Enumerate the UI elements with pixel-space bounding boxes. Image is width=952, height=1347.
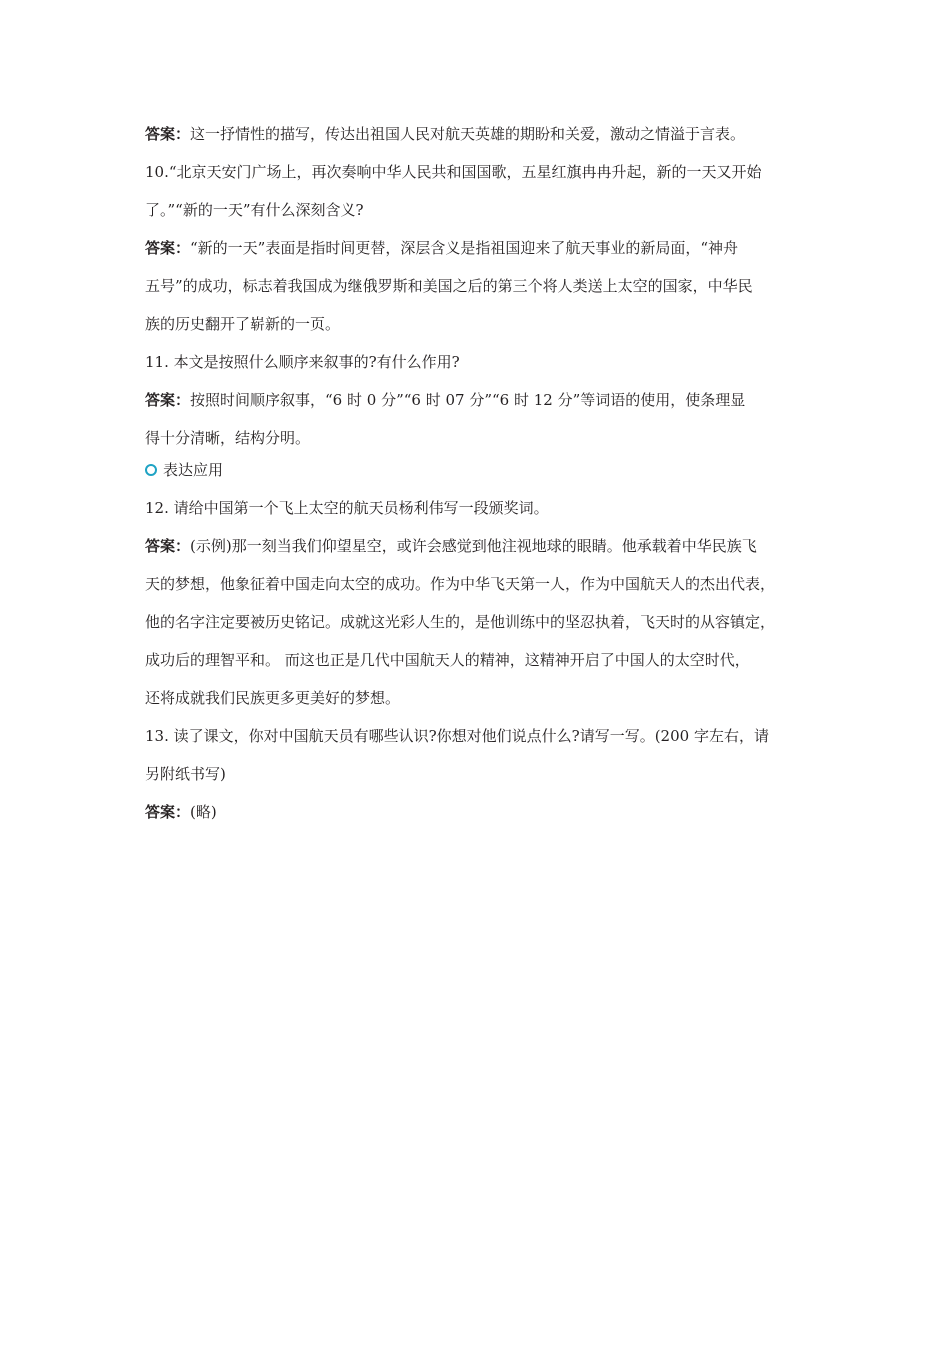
question-11: [145, 347, 817, 377]
answer-10-line-1: “新的一天”表面是指时间更替，深层含义是指祖国迎来了航天事业的新局面，“神舟: [190, 239, 739, 257]
answer-10: [145, 233, 817, 339]
question-13: [145, 721, 817, 789]
question-11-line-1: 11. 本文是按照什么顺序来叙事的?有什么作用?: [145, 353, 460, 371]
question-12-line-1: 12. 请给中国第一个飞上太空的航天员杨利伟写一段颁奖词。: [145, 499, 549, 517]
answer-label: 答案：: [145, 391, 191, 409]
answer-11-line-2: 得十分清晰，结构分明。: [145, 429, 311, 447]
answer-9: [145, 119, 817, 149]
answer-10-line-3: 族的历史翻开了崭新的一页。: [145, 315, 341, 333]
question-12: [145, 493, 817, 523]
answer-13-line-1: (略): [190, 803, 217, 821]
answer-12-line-2: 天的梦想，他象征着中国走向太空的成功。作为中华飞天第一人，作为中国航天人的杰出代表，: [145, 575, 776, 593]
question-10-line-2: 了。”“新的一天”有什么深刻含义?: [145, 201, 364, 219]
answer-11-line-1: 按照时间顺序叙事，“6 时 0 分”“6 时 07 分”“6 时 12 分”等词语的使用，使条理显: [190, 391, 746, 409]
answer-9-line-1: 这一抒情性的描写，传达出祖国人民对航天英雄的期盼和关爱，激动之情溢于言表。: [190, 125, 746, 143]
answer-11: [145, 385, 817, 453]
answer-12-line-4: 成功后的理智平和。 而这也正是几代中国航天人的精神，这精神开启了中国人的太空时代，: [145, 651, 750, 669]
question-10: [145, 157, 817, 225]
answer-12-line-5: 还将成就我们民族更多更美好的梦想。: [145, 689, 401, 707]
answer-12: [145, 531, 817, 713]
section-heading: [145, 455, 817, 485]
answer-13: [145, 797, 817, 827]
question-10-line-1: 10.“北京天安门广场上，再次奏响中华人民共和国国歌，五星红旗冉冉升起，新的一天又开始: [145, 163, 762, 181]
answer-12-line-3: 他的名字注定要被历史铭记。成就这光彩人生的，是他训练中的坚忍执着，飞天时的从容镇定，: [145, 613, 776, 631]
answer-label: 答案：: [145, 125, 191, 143]
question-13-line-1: 13. 读了课文，你对中国航天员有哪些认识?你想对他们说点什么?请写一写。(200 字左右，请: [145, 727, 769, 745]
answer-label: 答案：: [145, 803, 191, 821]
document-content: [145, 119, 817, 827]
section-title: 表达应用: [163, 461, 224, 479]
answer-12-line-1: (示例)那一刻当我们仰望星空，或许会感觉到他注视地球的眼睛。他承载着中华民族飞: [190, 537, 757, 555]
circle-outline-icon: [145, 464, 157, 476]
question-13-line-2: 另附纸书写): [145, 765, 226, 783]
answer-10-line-2: 五号”的成功，标志着我国成为继俄罗斯和美国之后的第三个将人类送上太空的国家，中华民: [145, 277, 753, 295]
answer-label: 答案：: [145, 537, 191, 555]
answer-label: 答案：: [145, 239, 191, 257]
